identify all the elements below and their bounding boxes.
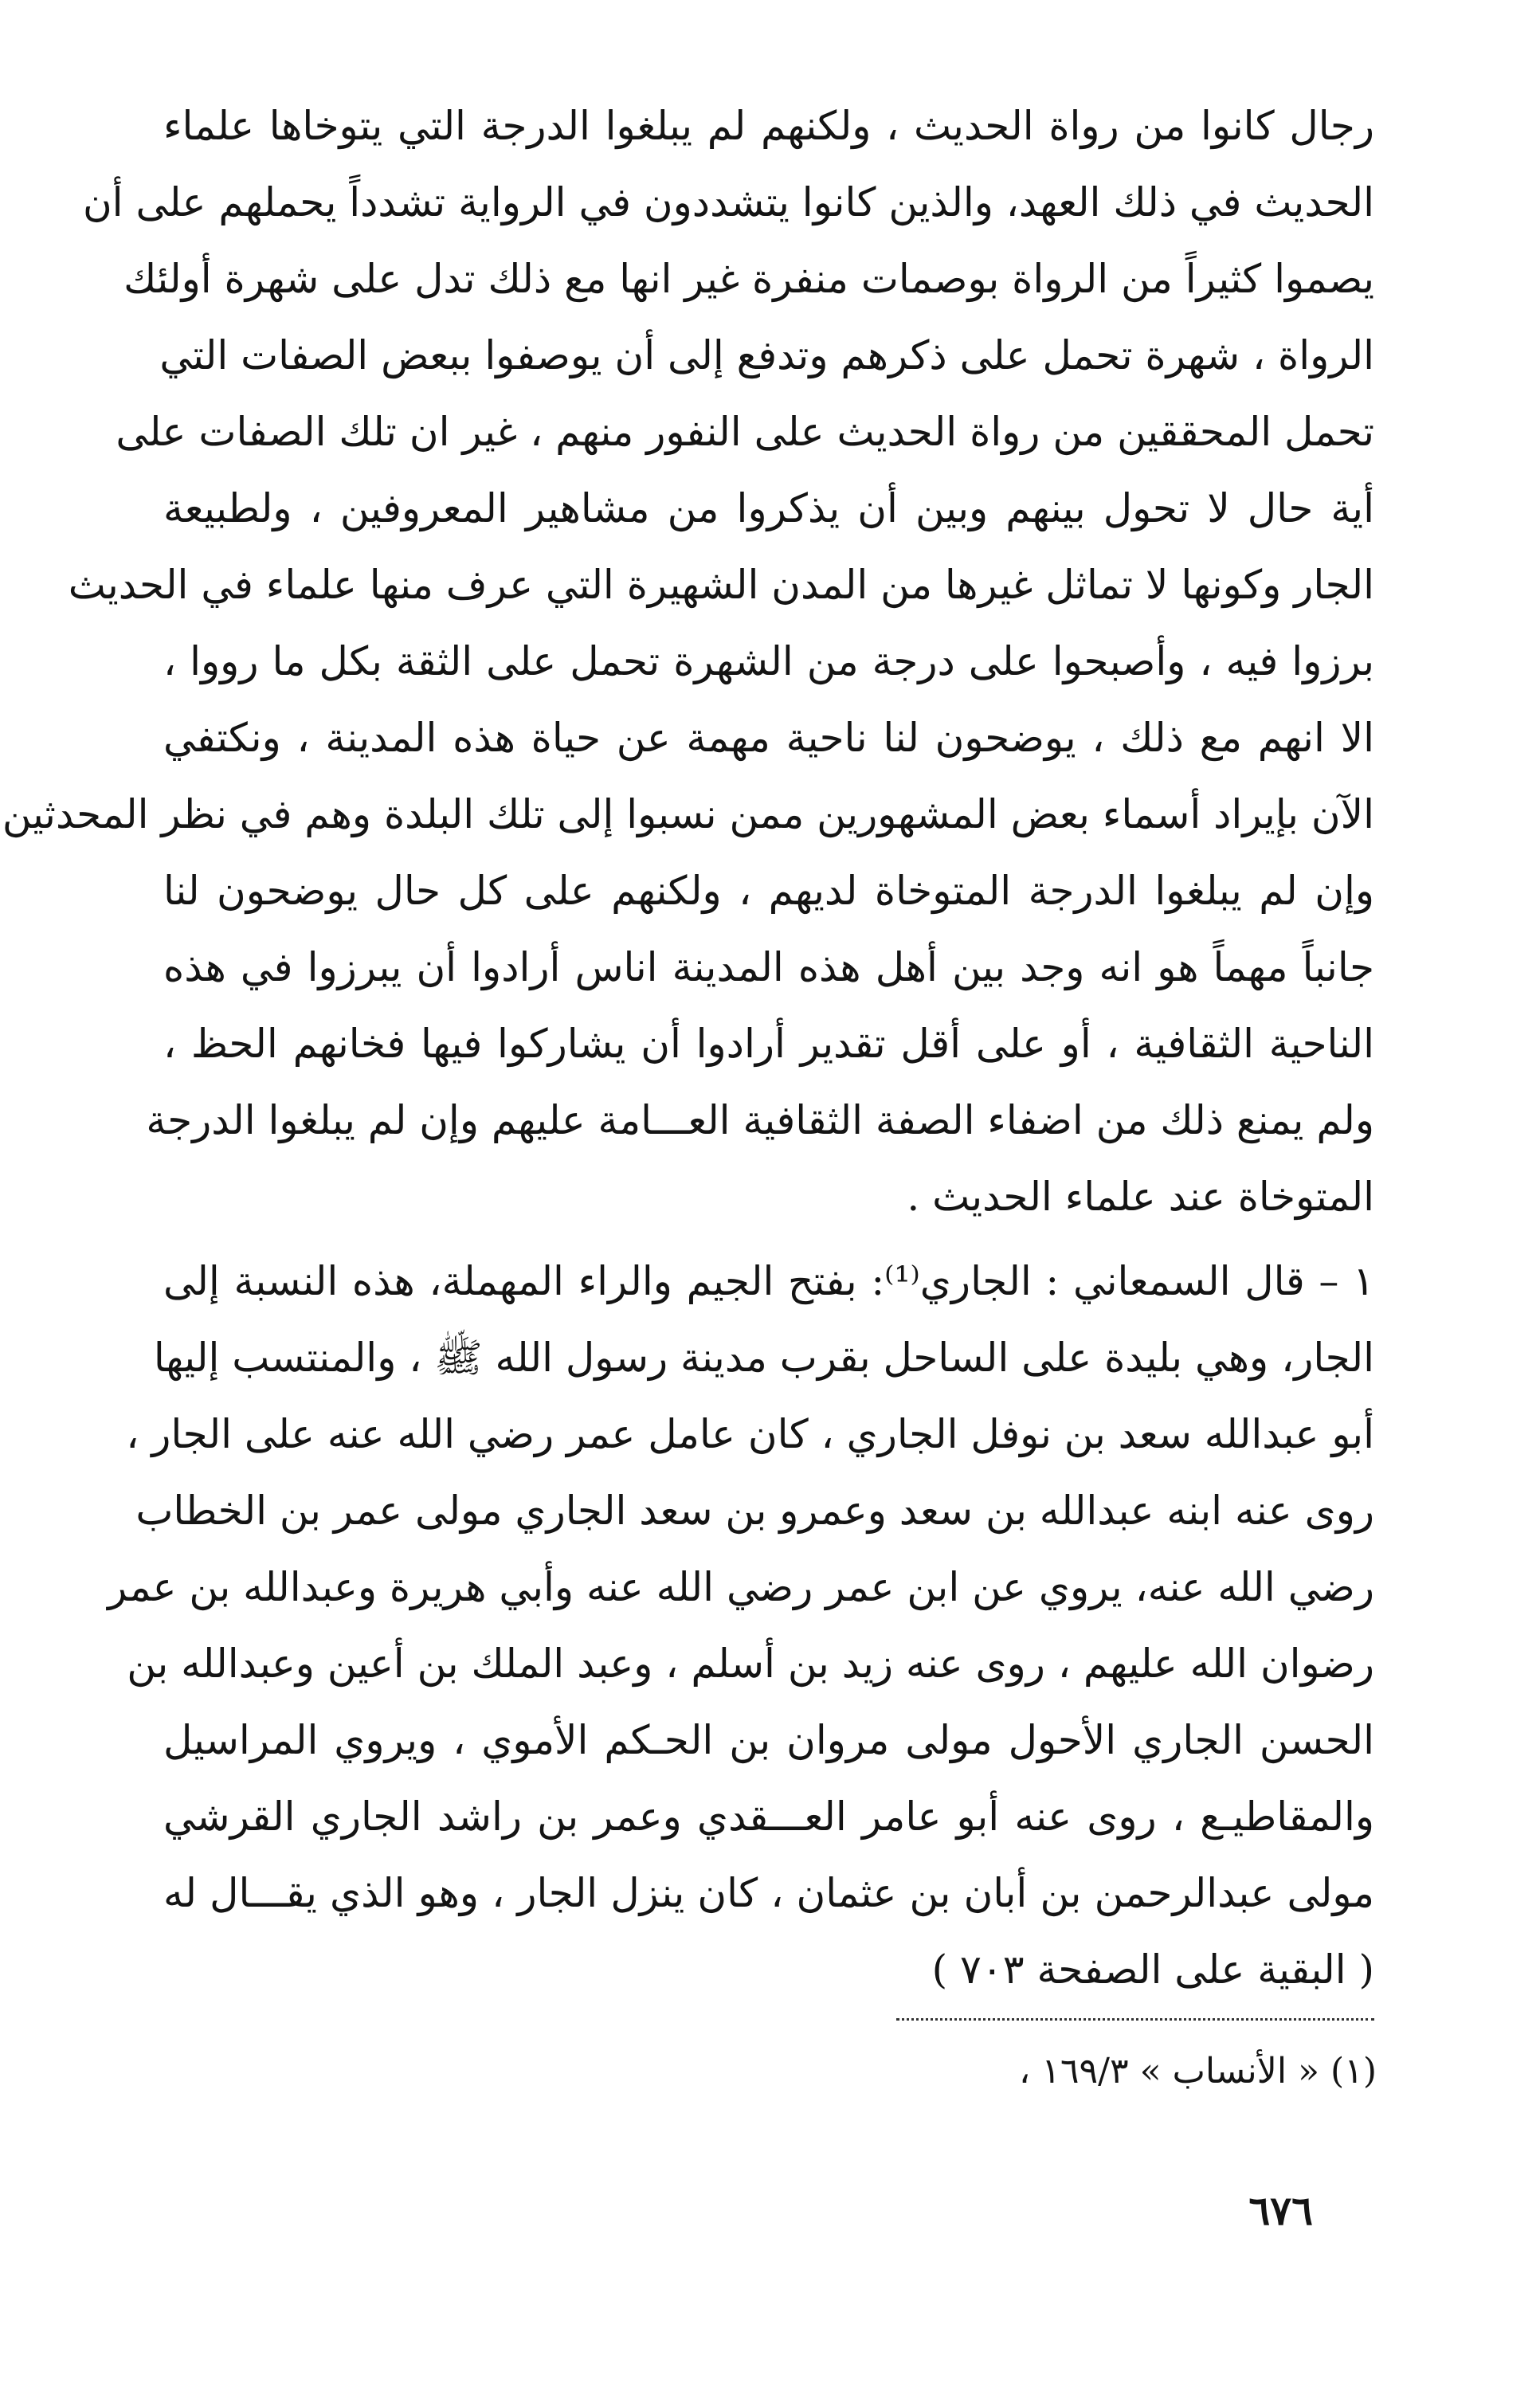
text-line: ولم يمنع ذلك من اضفاء الصفة الثقافية العـــامة عليهم وإن لم يبلغوا الدرجة <box>146 1097 1374 1143</box>
text-line: والمقاطيـع ، روى عنه أبو عامر العـــقدي وعمر بن راشد الجاري القرشي <box>163 1793 1374 1840</box>
text-line: الجار، وهي بليدة على الساحل بقرب مدينة رسول الله ﷺ ، والمنتسب إليها <box>153 1335 1374 1381</box>
text-line: رضوان الله عليهم ، روى عنه زيد بن أسلم ، وعبد الملك بن أعين وعبدالله بن <box>127 1641 1374 1687</box>
text-line: يصموا كثيراً من الرواة بوصمات منفرة غير انها مع ذلك تدل على شهرة أولئك <box>123 256 1374 302</box>
entry-paragraph <box>108 1243 1374 2008</box>
text-line: الحسن الجاري الأحول مولى مروان بن الحـكم الأموي ، ويروي المراسيل <box>163 1717 1374 1763</box>
text-line: مولى عبدالرحمن بن أبان بن عثمان ، كان ينزل الجار ، وهو الذي يقـــال له <box>163 1870 1374 1916</box>
text-line: جانباً مهماً هو انه وجد بين أهل هذه المدينة اناس أرادوا أن يبرزوا في هذه <box>163 944 1374 990</box>
footnote-separator <box>896 2018 1374 2021</box>
text-line: الناحية الثقافية ، أو على أقل تقدير أرادوا أن يشاركوا فيها فخانهم الحظ ، <box>163 1021 1374 1067</box>
text-line: الا انهم مع ذلك ، يوضحون لنا ناحية مهمة عن حياة هذه المدينة ، ونكتفي <box>163 715 1374 761</box>
continuation-note: ( البقية على الصفحة ٧٠٣ ) <box>931 1946 1374 1993</box>
text-line: رجال كانوا من رواة الحديث ، ولكنهم لم يبلغوا الدرجة التي يتوخاها علماء <box>163 103 1374 149</box>
text-line: الآن بإيراد أسماء بعض المشهورين ممن نسبوا إلى تلك البلدة وهم في نظر المحدثين <box>2 791 1374 837</box>
main-paragraph <box>2 88 1374 1235</box>
page-number: ٦٧٦ <box>1248 2187 1313 2234</box>
text-line: الحديث في ذلك العهد، والذين كانوا يتشددون في الرواية تشدداً يحملهم على أن <box>82 179 1374 225</box>
text-line: المتوخاة عند علماء الحديث . <box>907 1174 1374 1220</box>
text-line: وإن لم يبلغوا الدرجة المتوخاة لديهم ، ولكنهم على كل حال يوضحون لنا <box>163 868 1374 914</box>
footnote: (١) « الأنساب » ١٦٩/٣ ، <box>1019 2051 1377 2091</box>
text-line: رضي الله عنه، يروي عن ابن عمر رضي الله عنه وأبي هريرة وعبدالله بن عمر <box>108 1564 1374 1610</box>
text-line: برزوا فيه ، وأصبحوا على درجة من الشهرة تحمل على الثقة بكل ما رووا ، <box>163 638 1374 684</box>
text-line: ١ – قال السمعاني : الجاري⁽¹⁾: بفتح الجيم والراء المهملة، هذه النسبة إلى <box>163 1258 1374 1304</box>
text-line: الرواة ، شهرة تحمل على ذكرهم وتدفع إلى أن يوصفوا ببعض الصفات التي <box>159 332 1374 378</box>
text-line: تحمل المحققين من رواة الحديث على النفور منهم ، غير ان تلك الصفات على <box>116 409 1374 455</box>
text-line: أبو عبدالله سعد بن نوفل الجاري ، كان عامل عمر رضي الله عنه على الجار ، <box>126 1411 1374 1457</box>
text-line: روى عنه ابنه عبدالله بن سعد وعمرو بن سعد الجاري مولى عمر بن الخطاب <box>135 1488 1374 1534</box>
text-line: الجار وكونها لا تماثل غيرها من المدن الشهيرة التي عرف منها علماء في الحديث <box>68 562 1374 608</box>
text-line: أية حال لا تحول بينهم وبين أن يذكروا من مشاهير المعروفين ، ولطبيعة <box>163 485 1374 531</box>
